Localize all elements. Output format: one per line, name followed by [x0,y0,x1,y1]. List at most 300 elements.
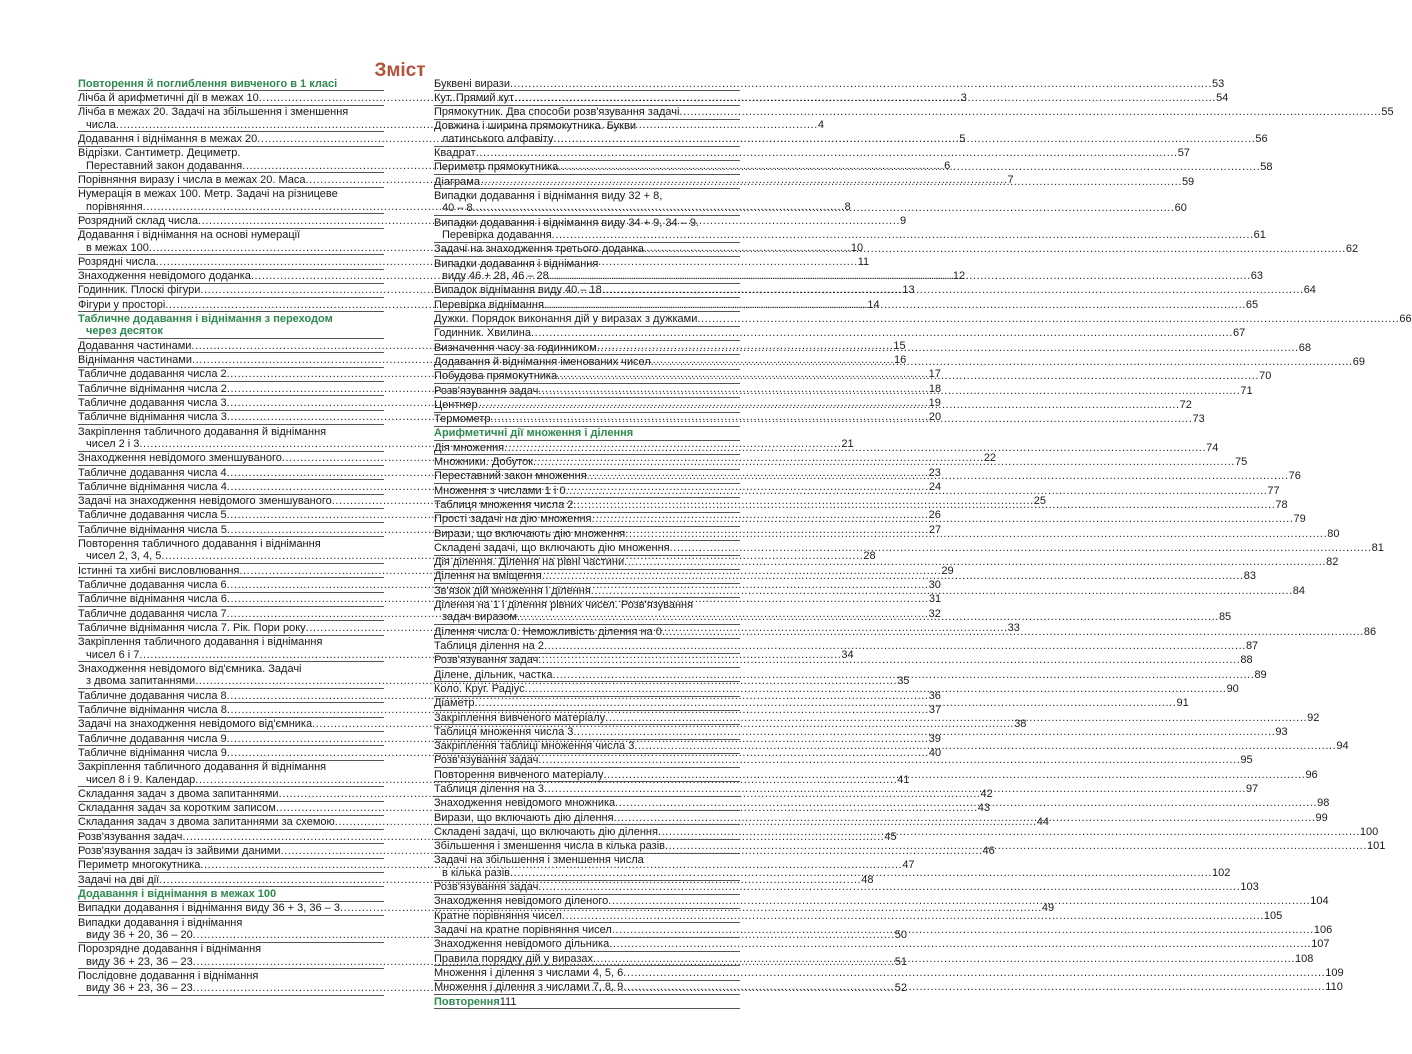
toc-entry-text: Випадки додавання і віднімання виду 34 + 9, 34 – 9. [434,216,699,229]
toc-entry-text: Зв'язок дій множення і ділення [434,584,591,597]
page-number: 13 [902,284,915,297]
page-number: 37 [928,703,942,716]
leader-dots [625,528,1327,540]
leader-dots [634,740,1336,752]
toc-entry-text: Табличне віднімання числа 6 [78,593,227,606]
leader-dots [624,556,1326,568]
toc-entry-text: Діаграма [434,175,480,188]
page-number: 96 [1305,768,1318,781]
leader-dots [562,910,1264,922]
page-number: 55 [1381,106,1394,119]
toc-entry-text: Істинні та хибні висловлювання [78,564,240,577]
leader-dots [602,284,1304,296]
toc-entry-line [434,640,1259,653]
toc-entry-text: Перевірка віднімання [434,298,544,311]
leader-dots [552,229,1254,241]
page-number: 40 [928,746,942,759]
toc-entry-text: Порозрядне додавання і віднімання [78,943,262,956]
toc-entry [434,966,1344,980]
toc-entry-line [434,175,1195,188]
page-number: 71 [1240,384,1253,397]
toc-entry-text: виду 36 + 23, 36 – 23 [86,955,193,968]
toc-entry-text: виду 36 + 23, 36 – 23 [86,982,193,995]
toc-entry-line [78,873,874,886]
page-number: 32 [928,607,941,620]
leader-dots [592,513,1294,525]
leader-dots [478,396,1180,411]
leader-dots [525,683,1227,695]
toc-entry-text: Розрядний склад числа [78,214,199,227]
leader-dots [593,953,1295,965]
section-heading-line [434,996,740,1008]
toc-entry-text: Відрізки. Сантиметр. Дециметр. [78,147,241,160]
page-number: 85 [1218,611,1232,624]
page-number: 68 [1298,341,1311,354]
page-number: 15 [893,339,906,352]
toc-entry-text: Табличне віднімання числа 2 [78,382,227,395]
leader-dots [614,812,1316,824]
page-number: 88 [1240,654,1253,667]
toc-entry-text: Побудова прямокутника [434,370,558,383]
page-number: 70 [1259,370,1272,383]
toc-entry-text: Закріплення табличного додавання й віднімання [78,761,327,774]
toc-entry-text: чисел 2, 3, 4, 5 [86,550,162,563]
leader-dots [670,542,1372,554]
toc-entry-text: 40 – 8 [442,202,473,215]
toc-entry-text: Визначення часу за годинником [434,341,597,354]
toc-entry-text: Табличне додавання числа 5 [78,509,227,522]
page-number: 97 [1245,782,1259,795]
toc-entry-text: Вирази, що включають дію ділення [434,811,614,824]
page-number: 99 [1315,811,1328,824]
toc-entry [78,689,941,703]
toc-entry-text: Таблиця ділення на 2 [434,640,544,653]
toc-entry-line [434,966,1344,979]
page-number: 107 [1311,938,1330,951]
page-number: 65 [1245,298,1259,311]
page-number: 110 [1325,981,1343,994]
toc-entry-text: Нумерація в межах 100. Метр. Задачі на різницеве [78,188,338,201]
toc-entry-line [434,854,740,866]
page-number: 63 [1250,270,1264,283]
toc-entry-text: Послідовне додавання і віднімання [78,969,259,982]
page-number: 103 [1240,881,1259,894]
leader-dots [597,339,1299,354]
page-number: 80 [1327,527,1340,540]
toc-entry-text: Лічба в межах 20. Задачі на збільшення і зменшення [78,106,349,119]
toc-entry-line [78,943,384,955]
toc-entry-line [434,132,1268,145]
page-number: 39 [928,732,941,745]
page-number: 24 [928,480,942,493]
page-number: 91 [1176,697,1189,710]
toc-entry-text: Складання задач з двома запитаннями [78,787,279,800]
toc-entry-text: Таблиця множення числа 2 [434,498,574,511]
leader-dots [504,442,1206,454]
toc-entry [434,541,1384,555]
toc-entry-text: Табличне віднімання числа 3 [78,411,227,424]
leader-dots [665,840,1367,852]
toc-entry [434,938,1330,952]
page-number: 35 [897,675,910,688]
page-number: 64 [1303,284,1316,297]
page-number: 52 [894,982,908,995]
section-heading-line: через десяток [86,325,163,338]
toc-entry-text: Порівняння виразу і числа в межах 20. Маса [78,173,306,186]
toc-entry-line [434,881,1259,894]
page-number: 41 [897,773,910,786]
leader-dots [587,470,1289,482]
toc-entry-text: Діаметр [434,697,475,710]
toc-entry-line [434,190,740,202]
page-number: 81 [1371,541,1384,554]
toc-entry-text: Додавання частинами [78,339,192,352]
toc-entry-line [78,917,384,929]
page-number: 10 [850,241,864,254]
toc-entry-line [78,147,384,159]
toc-entry-text: Прямокутник. Два способи розв'язування задачі [434,106,680,119]
toc-entry [434,327,1246,341]
page-number: 79 [1293,513,1306,526]
page-number: 17 [928,368,941,381]
toc-entry-text: Вирази, що включають дію множення [434,527,626,540]
page-number: 84 [1292,584,1306,597]
toc-entry-text: Додавання і віднімання в межах 20 [78,132,258,145]
page-number: 61 [1253,229,1266,242]
toc-entry-text: Табличне додавання числа 2 [78,368,227,381]
toc-entry-text: Кратне порівняння чисел [434,909,562,922]
leader-dots [491,413,1193,425]
toc-entry-text: Довжина і ширина прямокутника. Букви [434,120,636,133]
toc-entry-text: Випадки додавання і віднімання виду 36 + 3, 36 – 3 [78,902,340,915]
toc-entry-text: Випадки додавання і віднімання виду 32 + 8, [434,190,663,203]
toc-entry-text: Повторення табличного додавання і віднімання [78,538,321,551]
toc-entry-text: Знаходження невідомого від'ємника. Задачі [78,662,302,675]
toc-entry-line [78,689,941,702]
leader-dots [531,327,1233,339]
leader-dots [662,626,1364,638]
page-number: 104 [1310,895,1329,908]
toc-entry [434,881,1259,895]
toc-entry-line [434,668,1267,681]
toc-entry [434,147,1190,161]
leader-dots [542,570,1244,582]
toc-entry-line [434,106,1394,119]
section-heading [434,995,740,1009]
toc-entry-text: Периметр прямокутника [434,161,559,174]
page-number: 11 [857,255,870,268]
toc-entry-text: Знаходження невідомого доданка [78,270,251,283]
toc-entry-text: Задачі на знаходження невідомого зменшуваного [78,495,332,508]
toc-entry-line [78,970,384,982]
leader-dots [697,313,1399,325]
toc-entry-line [434,895,1329,908]
toc-entry-text: Ділення числа 0. Неможливість ділення на 0 [434,625,662,638]
toc-entry-line [78,106,384,118]
toc-entry-text: Віднімання частинами [78,354,192,367]
leader-dots [480,173,1182,188]
page-number: 56 [1255,132,1268,145]
page-number: 105 [1263,909,1283,922]
page-number: 21 [841,437,854,450]
page-number: 46 [982,845,995,858]
toc-entry-text: Табличне додавання числа 7 [78,607,227,620]
toc-entry-text: Задачі на знаходження третього доданка [434,243,644,256]
toc-entry [434,106,1394,120]
leader-dots [544,299,1246,311]
page-number: 26 [928,509,941,522]
toc-entry-line [434,541,1384,554]
toc-entry-text: Закріплення табличного додавання і віднімання [78,636,323,649]
page-number: 7 [1007,173,1014,186]
section-heading-label: Повторення [434,995,500,1008]
toc-entry-text: Табличне віднімання числа 8 [78,703,227,716]
leader-dots [533,456,1235,468]
leader-dots [608,895,1310,907]
toc-entry-text: Задачі на кратне порівняння чисел [434,924,612,937]
toc-entry-line [434,313,1412,326]
toc-entry-text: порівняння [86,200,143,213]
page-number: 8 [844,200,851,213]
toc-entry-line [434,866,1231,879]
page-number: 51 [894,955,908,968]
page-number: 18 [928,382,942,395]
toc-entry-text: Периметр многокутника [78,859,201,872]
page-number: 16 [893,354,907,367]
toc-entry-text: Дужки. Порядок виконання дій у виразах з дужками [434,313,698,326]
toc-entry-line [78,732,941,745]
toc-entry [434,216,1266,243]
toc-entry-text: Випадок віднімання виду 40 – 18 [434,284,602,297]
toc-entry-text: Знаходження невідомого зменшуваного [78,452,282,465]
toc-entry-text: Додавання і віднімання на основі нумерації [78,229,301,242]
page-number: 92 [1307,711,1320,724]
toc-entry [434,754,1253,768]
toc-entry-text: в межах 100 [86,241,149,254]
toc-entry-text: Збільшення і зменшення числа в кілька разів [434,840,665,853]
toc-entry-text: Додавання й віднімання іменованих чисел [434,355,651,368]
leader-dots [651,356,1353,368]
toc-entry-text: Табличне віднімання числа 7. Рік. Пори року [78,621,306,634]
toc-entry-line [78,718,1027,731]
toc-entry-text: чисел 8 і 9. Календар [86,773,196,786]
toc-entry [434,77,1225,91]
toc-entry-line [434,91,1229,104]
page-number: 20 [928,411,942,424]
toc-entry-text: Множення і ділення з числами 4, 5, 6 [434,966,624,979]
page-number: 43 [977,802,991,815]
page-number: 31 [928,593,942,606]
page-number: 78 [1275,498,1288,511]
leader-dots [679,106,1381,118]
toc-entry-line [434,909,1283,922]
page-number: 83 [1243,570,1256,583]
toc-entry [434,909,1283,923]
toc-entry-line [78,663,384,675]
toc-entry-text: Множення і ділення з числами 7, 8, 9 [434,981,624,994]
toc-entry-text: Розв'язування задач [434,754,539,767]
leader-dots [609,938,1311,950]
toc-entry-text: Розв'язування задач [78,830,183,843]
leader-dots [544,640,1246,652]
leader-dots [603,769,1305,781]
page-number: 69 [1352,355,1365,368]
leader-dots [476,147,1178,159]
section-heading [78,77,384,91]
toc-entry-text: виду 36 + 20, 36 – 20 [86,928,193,941]
leader-dots [557,370,1259,382]
toc-entry-text: Лічба й арифметичні дії в межах 10 [78,91,259,104]
page-number: 82 [1326,556,1339,569]
toc-entry [78,732,941,746]
toc-entry-text: Повторення вивченого матеріалу [434,768,604,781]
page-number: 76 [1288,470,1301,483]
toc-entry-text: Розв'язування задач [434,384,539,397]
toc-entry-text: Задачі на знаходження невідомого від'ємника [78,718,313,731]
toc-entry-text: Таблиця множення числа 3 [434,725,574,738]
page-number: 23 [928,466,941,479]
toc-entry-text: Центнер [434,398,478,411]
toc-entry [434,120,1268,147]
page-number: 38 [1014,718,1027,731]
page-number: 47 [902,859,915,872]
toc-entry-text: Прості задачі на дію множення [434,513,592,526]
page-number: 29 [941,564,954,577]
toc-entry-text: Термометр [434,413,491,426]
toc-entry-text: чисел 6 і 7 [86,648,140,661]
toc-entry-text: Табличне додавання числа 8 [78,689,227,702]
page-number: 57 [1177,147,1190,160]
page-number: 75 [1234,456,1248,469]
toc-entry-line [78,636,384,648]
toc-entry [434,189,1187,216]
section-heading-line: Додавання і віднімання в межах 100 [78,887,277,900]
toc-entry-line [78,426,384,438]
page-number: 3 [960,91,967,104]
toc-entry-text: Годинник. Хвилина [434,327,531,340]
toc-entry-line [434,229,1266,242]
leader-dots [538,881,1240,893]
leader-dots [538,382,1240,397]
toc-entry-text: числа [86,118,116,131]
toc-entry-line [434,327,1246,340]
page-number: 89 [1254,668,1267,681]
page-number: 93 [1275,725,1288,738]
toc-entry [434,639,1259,653]
toc-entry-text: Складені задачі, що включають дію ділення [434,825,658,838]
section-heading [78,312,384,339]
toc-entry-line [78,675,910,688]
toc-entry-text: Буквені вирази [434,77,510,90]
leader-dots [538,754,1240,766]
page-number: 44 [1036,816,1049,829]
page-number: 6 [944,159,951,172]
page-number: 36 [928,689,941,702]
page-number: 98 [1317,797,1330,810]
leader-dots [517,611,1219,623]
page-number: 19 [928,396,941,409]
toc-entry-text: Табличне додавання числа 4 [78,466,227,479]
page-number: 101 [1366,840,1386,853]
toc-entry [78,873,874,887]
toc-entry-text: Фігури у просторі [78,298,166,311]
leader-dots [591,585,1293,597]
toc-entry-text: виду 46 + 28, 46 – 28 [442,270,549,283]
page-number: 50 [894,928,908,941]
toc-entry-text: Складання задач з двома запитаннями за схемою [78,816,335,829]
toc-entry-line [78,229,384,241]
leader-dots [573,726,1275,738]
page-number: 25 [1033,495,1046,508]
toc-entry-text: Задачі на збільшення і зменшення числа [434,854,644,867]
toc-entry-text: Множення з числами 1 і 0 [434,484,566,497]
toc-entry-line [434,202,1187,215]
toc-entry-line [434,258,740,270]
toc-entry-line [434,754,1253,767]
page-number: 111 [499,995,517,1008]
toc-entry-text: Перевірка додавання [442,229,552,242]
section-heading-line: Арифметичні дії множення і ділення [434,427,634,440]
toc-entry-line [434,938,1330,951]
leader-dots [558,161,1260,173]
leader-dots [605,712,1307,724]
toc-entry-line [78,538,384,550]
toc-entry-text: Закріплення таблиці множення числа 3 [434,740,635,753]
page-number: 5 [959,132,966,145]
page-number: 59 [1181,175,1195,188]
toc-entry-text: Знаходження невідомого дільника [434,938,610,951]
toc-entry-line [434,161,1273,174]
toc-entry-text: Задачі на дві дії [78,873,160,886]
page-number: 54 [1216,91,1229,104]
page-number: 58 [1260,161,1273,174]
toc-entry-text: латинського алфавіту [442,132,554,145]
leader-dots [474,697,1176,709]
section-heading-line: Табличне додавання і віднімання з переходом [78,313,333,326]
section-heading-line: Повторення й поглиблення вивченого в 1 класі [78,77,338,90]
toc-entry-text: Множники. Добуток [434,456,533,469]
leader-dots [612,924,1314,936]
page-number: 67 [1232,327,1246,340]
page-number: 34 [841,648,854,661]
toc-entry-line [434,599,740,611]
toc-entry-text: Ділення на 1 і ділення рівних чисел. Розв'язування [434,599,694,612]
leader-dots [552,669,1254,681]
leader-dots [510,78,1212,90]
toc-entry-text: Випадки додавання і віднімання [78,916,243,929]
toc-entry-text: Розв'язування задач [434,654,539,667]
leader-dots [623,967,1325,979]
page-number: 87 [1245,640,1259,653]
toc-entry [434,175,1195,189]
toc-entry-text: Дія множення [434,441,505,454]
page-number: 100 [1359,825,1379,838]
page-number: 95 [1240,754,1253,767]
page-number: 102 [1211,866,1231,879]
page-number: 90 [1226,682,1239,695]
page-number: 62 [1345,243,1359,256]
leader-dots [615,797,1317,809]
toc-entry-text: Закріплення табличного додавання й віднімання [78,425,327,438]
leader-dots [549,270,1251,282]
leader-dots [538,654,1240,666]
toc-entry-text: Табличне віднімання числа 5 [78,523,227,536]
toc-entry-text: чисел 2 і 3 [86,437,140,450]
toc-entry-text: Закріплення вивченого матеріалу [434,711,606,724]
toc-entry-text: Табличне додавання числа 6 [78,579,227,592]
toc-entry-text: Табличне додавання числа 3 [78,396,227,409]
page-title: Зміст [374,60,426,81]
